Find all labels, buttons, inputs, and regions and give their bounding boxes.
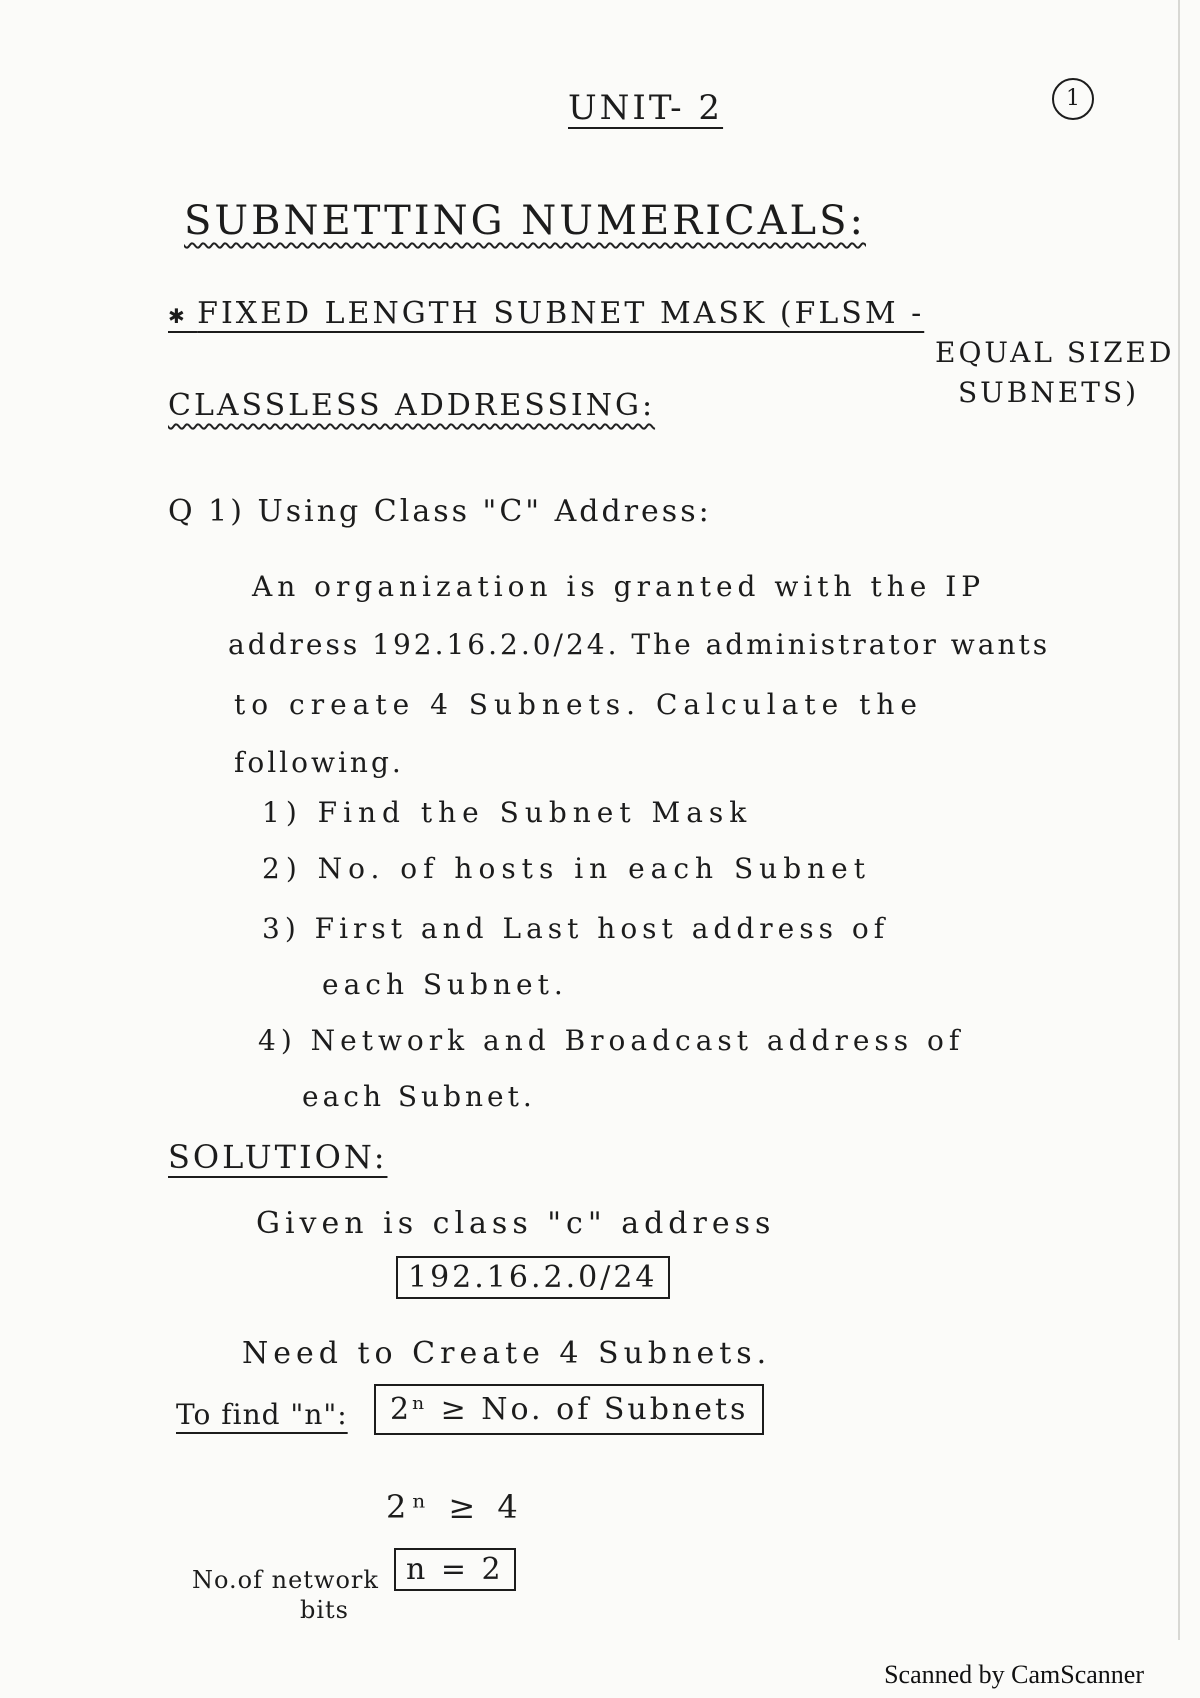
solution-label: SOLUTION: [168,1138,388,1176]
formula-box: 2ⁿ ≥ No. of Subnets [374,1384,764,1435]
inequality: 2ⁿ ≥ 4 [386,1488,524,1526]
n-value-box: n = 2 [394,1548,516,1591]
list-item: 3) First and Last host address of [262,912,890,945]
question-line-3: to create 4 Subnets. Calculate the [234,688,923,721]
need-text: Need to Create 4 Subnets. [242,1336,772,1371]
classless-heading: CLASSLESS ADDRESSING: [168,388,656,423]
question-line-1: An organization is granted with the IP [252,570,986,603]
unit-title: UNIT- 2 [568,88,724,128]
section-title: SUBNETTING NUMERICALS: [184,198,866,244]
question-line-2: address 192.16.2.0/24. The administrator wants [228,628,1051,661]
equal-sized-label: EQUAL SIZED [935,336,1175,369]
to-find-label: To find "n": [176,1398,348,1431]
scanner-watermark: Scanned by CamScanner [884,1660,1144,1689]
list-item: 4) Network and Broadcast address of [258,1024,965,1057]
given-ip-box: 192.16.2.0/24 [396,1256,670,1299]
given-text: Given is class "c" address [256,1206,776,1241]
subnets-close-label: SUBNETS) [958,376,1140,409]
list-item: each Subnet. [302,1080,536,1113]
question-label: Q 1) Using Class "C" Address: [168,494,712,529]
list-item: 1) Find the Subnet Mask [262,796,753,829]
star-icon: ✱ [168,304,198,328]
network-bits-label: No.of network [192,1566,379,1594]
flsm-heading [168,296,924,331]
page-number: 1 [1052,78,1094,120]
flsm-heading-text: FIXED LENGTH SUBNET MASK (FLSM - [197,296,925,331]
page-edge [1178,0,1180,1640]
network-bits-label-2: bits [300,1596,349,1624]
question-line-4: following. [234,746,404,779]
list-item: 2) No. of hosts in each Subnet [262,852,871,885]
list-item: each Subnet. [322,968,568,1001]
